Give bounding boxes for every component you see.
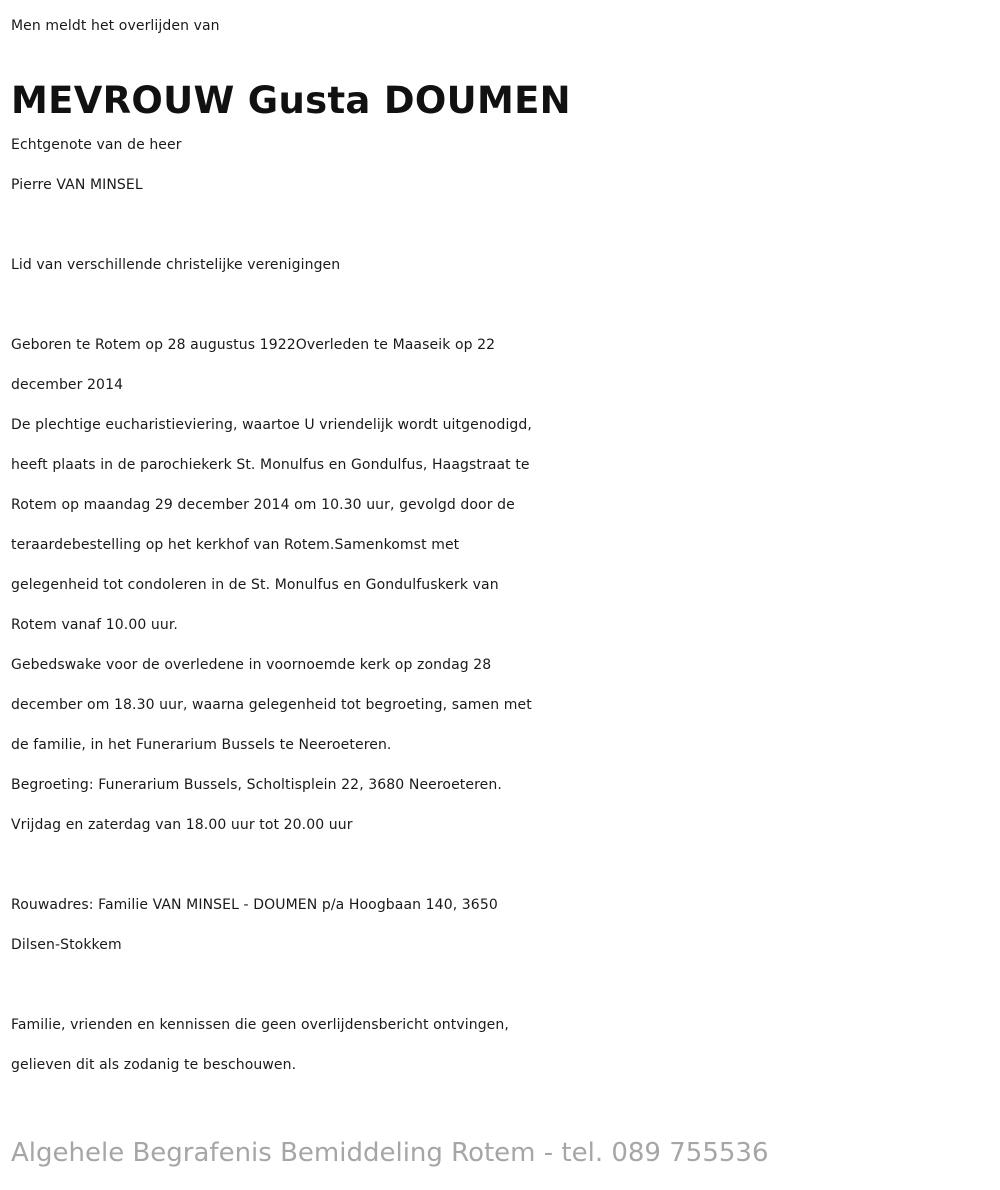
paragraph-line: teraardebestelling op het kerkhof van Rotem.Samenkomst met	[11, 537, 460, 553]
intro-text: Men meldt het overlijden van	[11, 18, 220, 34]
paragraph-line: Rotem vanaf 10.00 uur.	[11, 617, 178, 633]
mourning-address	[11, 885, 993, 965]
paragraph-line: De plechtige eucharistieviering, waartoe U vriendelijk wordt uitgenodigd,	[11, 417, 532, 433]
paragraph-line: de familie, in het Funerarium Bussels te Neeroeteren.	[11, 737, 392, 753]
spouse-line-2: Pierre VAN MINSEL	[11, 177, 143, 193]
deceased-name: MEVROUW Gusta DOUMEN	[11, 79, 571, 122]
paragraph-line: Begroeting: Funerarium Bussels, Scholtisplein 22, 3680 Neeroeteren.	[11, 777, 502, 793]
spacer	[11, 965, 993, 1005]
paragraph-line: Rouwadres: Familie VAN MINSEL - DOUMEN p/a Hoogbaan 140, 3650	[11, 897, 498, 913]
paragraph-line: heeft plaats in de parochiekerk St. Monulfus en Gondulfus, Haagstraat te	[11, 457, 530, 473]
spacer	[11, 285, 993, 325]
obituary-notice	[11, 6, 993, 1085]
paragraph-line: Dilsen-Stokkem	[11, 937, 122, 953]
ceremony-paragraph	[11, 405, 993, 645]
paragraph-line: december 2014	[11, 377, 124, 393]
paragraph-line: december om 18.30 uur, waarna gelegenheid tot begroeting, samen met	[11, 697, 532, 713]
closing-paragraph	[11, 1005, 993, 1085]
born-died-paragraph	[11, 325, 993, 405]
paragraph-line: gelieven dit als zodanig te beschouwen.	[11, 1057, 297, 1073]
paragraph-line: Rotem op maandag 29 december 2014 om 10.30 uur, gevolgd door de	[11, 497, 515, 513]
spouse-line-1: Echtgenote van de heer	[11, 137, 182, 153]
spacer	[11, 845, 993, 885]
greeting-paragraph	[11, 765, 993, 845]
paragraph-line: Vrijdag en zaterdag van 18.00 uur tot 20.00 uur	[11, 817, 353, 833]
paragraph-line: gelegenheid tot condoleren in de St. Monulfus en Gondulfuskerk van	[11, 577, 499, 593]
footer-contact: Algehele Begrafenis Bemiddeling Rotem - tel. 089 755536	[11, 1138, 769, 1168]
spacer	[11, 205, 993, 245]
vigil-paragraph	[11, 645, 993, 765]
paragraph-line: Gebedswake voor de overledene in voornoemde kerk op zondag 28	[11, 657, 492, 673]
paragraph-line: Geboren te Rotem op 28 augustus 1922Overleden te Maaseik op 22	[11, 337, 496, 353]
paragraph-line: Familie, vrienden en kennissen die geen overlijdensbericht ontvingen,	[11, 1017, 509, 1033]
membership-text: Lid van verschillende christelijke verenigingen	[11, 257, 341, 273]
